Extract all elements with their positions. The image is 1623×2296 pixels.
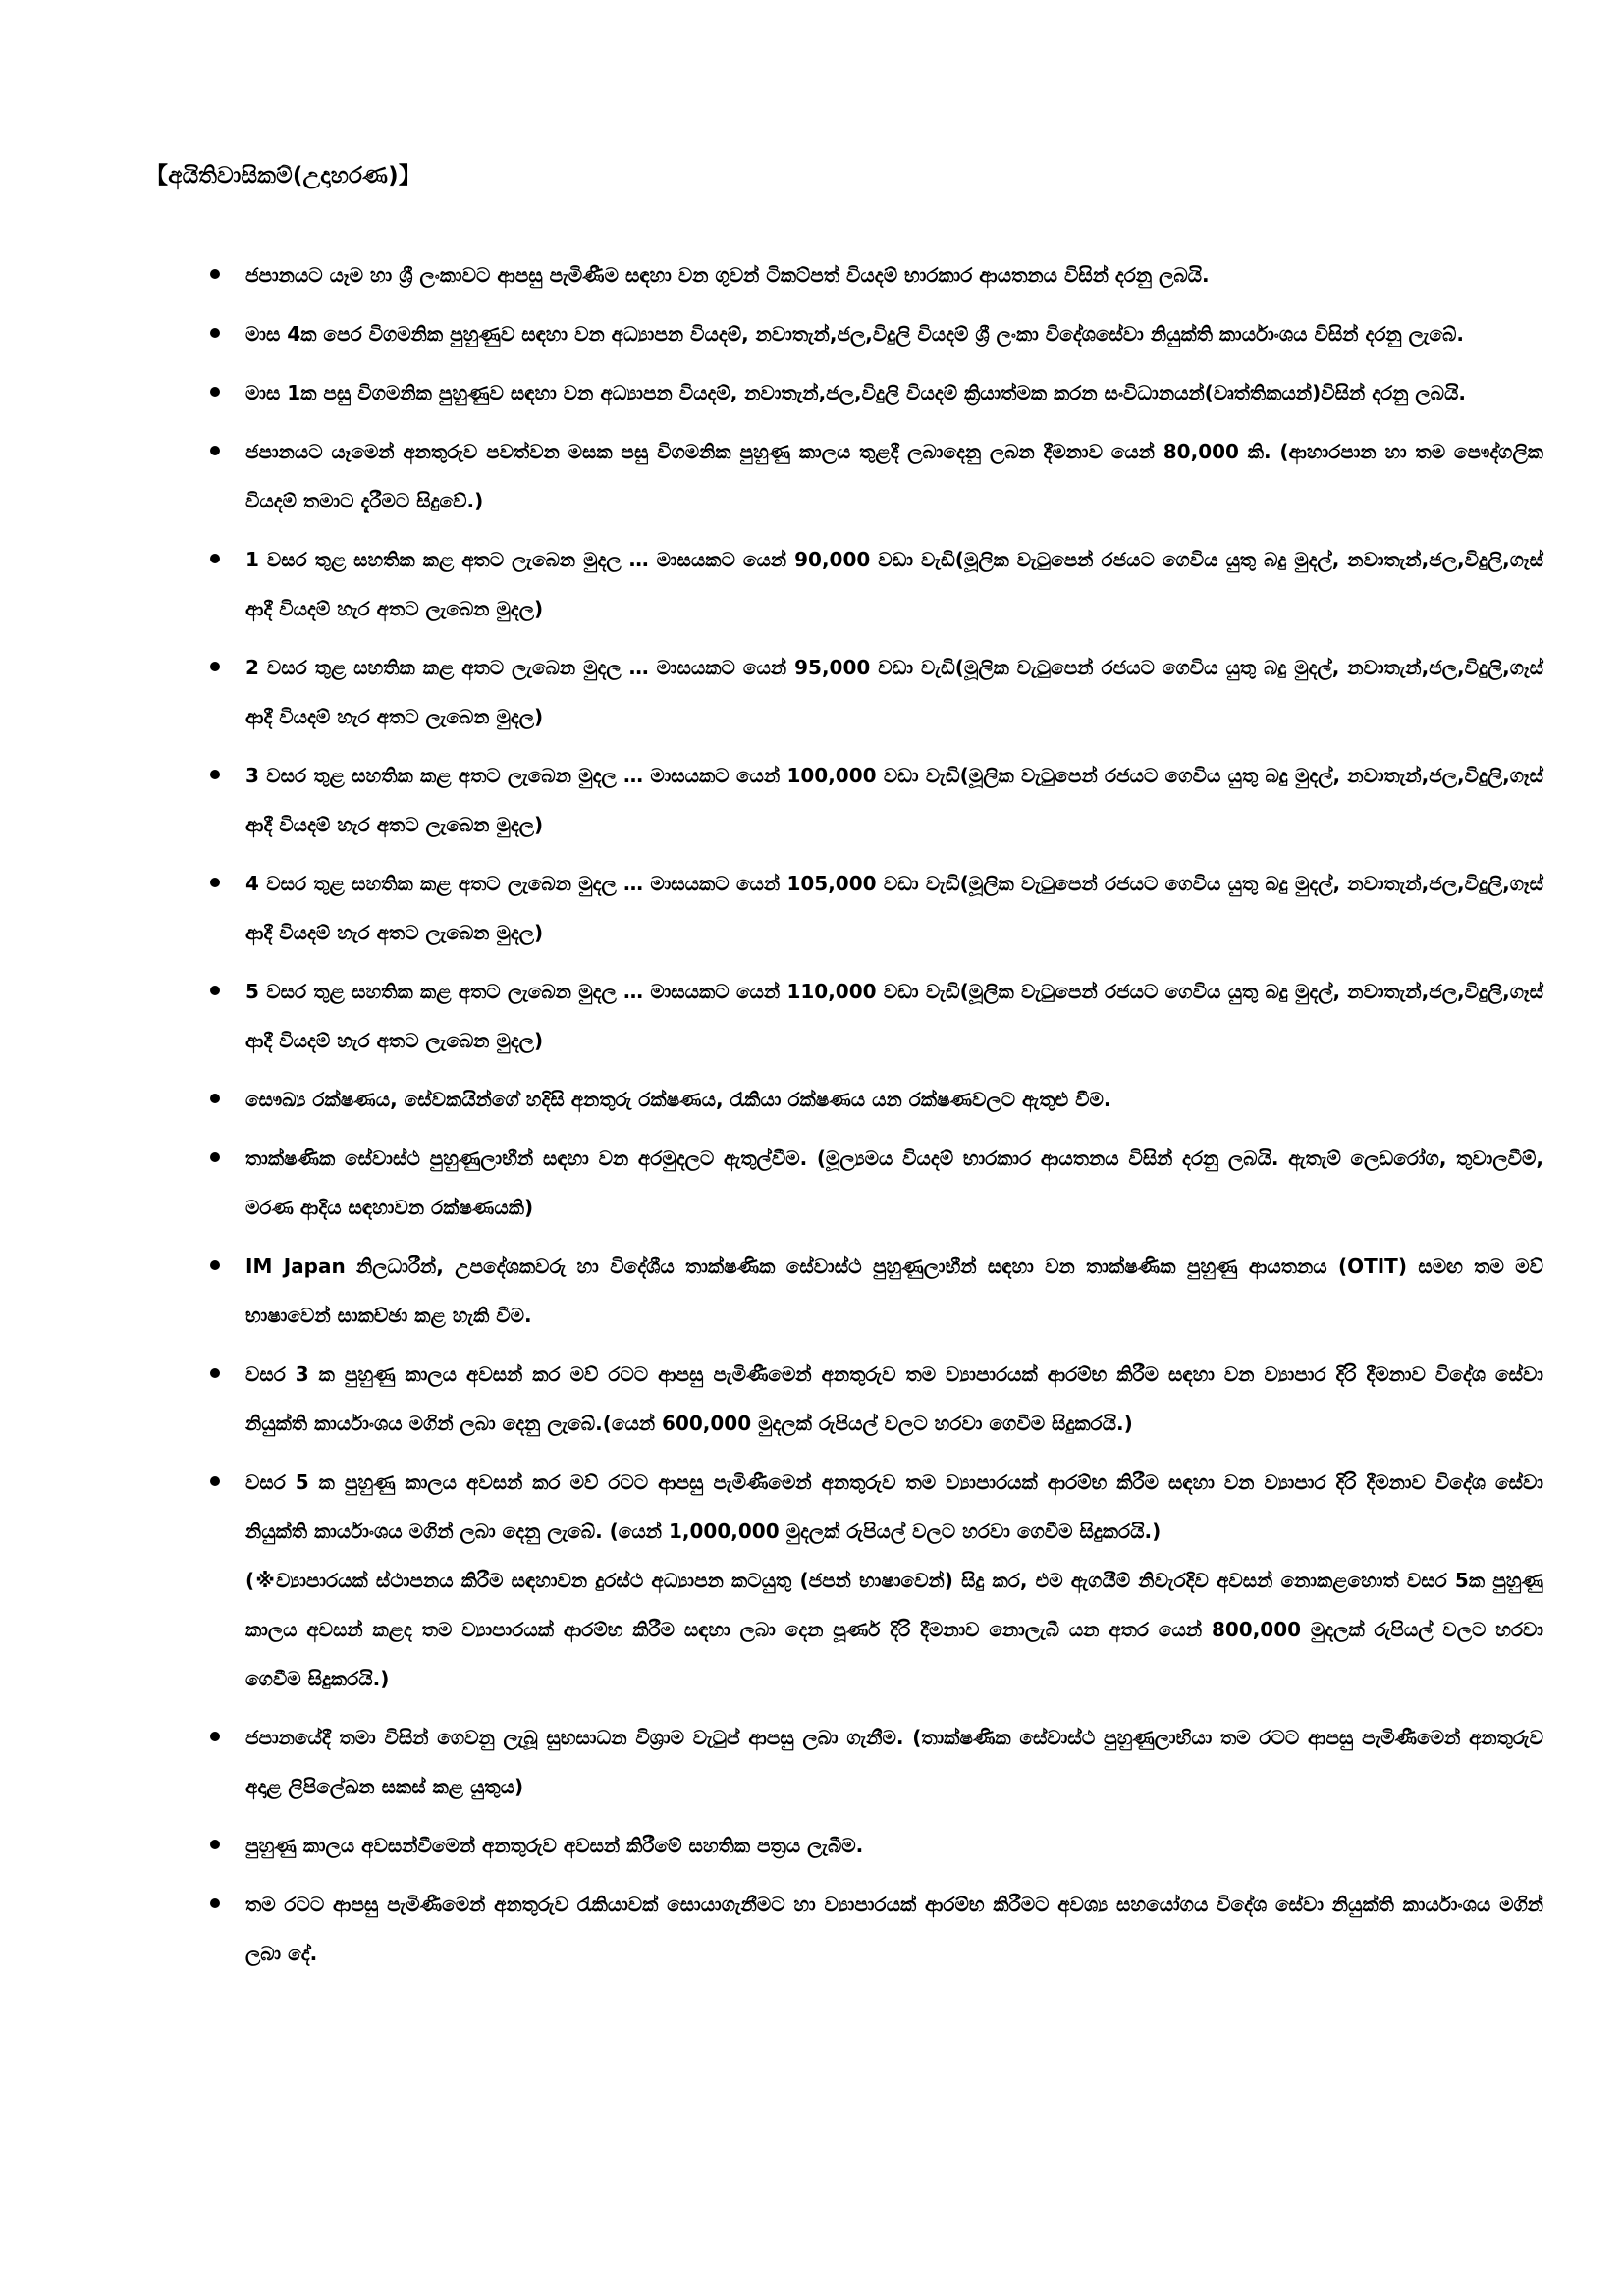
rights-list xyxy=(0,250,1623,1988)
list-item-main: වසර 5 ක පුහුණු කාලය අවසන් කර මව් රටට ආපසු පැමිණීමෙන් අනතුරුව තම ව්‍යාපාරයක් ආරම්භ කිරීම සඳහා වන ව්‍යාපාර දිරි දීමනාව විදේශ සේවා නියුක්ති කාර්යාංශය මගින් ලබා දෙනු ලැබේ. (යෙන් 1,000,000 මුදලක් රුපියල් වලට හරවා ගෙවීම සිදුකරයි.) xyxy=(245,1470,1543,1543)
list-item xyxy=(0,1458,1623,1703)
list-item-text: තාක්ෂණික සේවාස්ථ පුහුණුලාභීන් සඳහා වන අරමුදලට ඇතුල්වීම. (මූල්‍යමය වියදම් භාරකාර ආයතනය විසින් දරනු ලබයි. ඇතැම් ලෙඩරෝග, තුවාලවීම්, මරණ ආදිය සඳහාවන රක්ෂණයකි) xyxy=(245,1147,1543,1219)
list-item-text: ජපානයට යෑමෙන් අනතුරුව පවත්වන මසක පසු විගමනික පුහුණු කාලය තුළදී ලබාදෙනු ලබන දීමනාව යෙන් 80,000 කි. (ආහාරපාන හා තම පෞද්ගලික වියදම් තමාට දැරීමට සිදුවේ.) xyxy=(245,440,1543,512)
list-item xyxy=(0,967,1623,1065)
list-item-text: ජපානයට යෑම හා ශ්‍රී ලංකාවට ආපසු පැමිණීම සඳහා වන ගුවන් ටිකට්පත් වියදම් භාරකාර ආයතනය විසින් දරනු ලබයි. xyxy=(245,263,1210,287)
bullet-icon xyxy=(210,1368,220,1378)
list-item xyxy=(0,1821,1623,1870)
list-item xyxy=(0,535,1623,633)
list-item-text: මාස 4ක පෙර විගමනික පුහුණුව සඳහා වන අධ්‍යාපන වියදම්, නවාතැන්,ජල,විදුලි වියදම් ශ්‍රී ලංකා විදේශසේවා නියුක්ති කාර්යාංශය විසින් දරනු ලැබේ. xyxy=(245,322,1464,346)
list-item-text: තම රටට ආපසු පැමිණීමෙන් අනතුරුව රැකියාවක් සොයාගැනීමට හා ව්‍යාපාරයක් ආරම්භ කිරීමට අවශ්‍ය සහයෝගය විදේශ සේවා නියුක්ති කාර්යාංශය මගින් ලබා දේ. xyxy=(245,1893,1543,1965)
bullet-icon xyxy=(210,1476,220,1486)
list-item-text: 3 වසර තුළ සහතික කළ අතට ලැබෙන මුදල … මාසයකට යෙන් 100,000 වඩා වැඩි(මූලික වැටුපෙන් රජයට ගෙවිය යුතු බදු මුදල්, නවාතැන්,ජල,විදුලි,ගෑස් ආදී වියදම් හැර අතට ලැබෙන මුදල) xyxy=(245,764,1543,836)
list-item xyxy=(0,751,1623,849)
list-item-text: 2 වසර තුළ සහතික කළ අතට ලැබෙන මුදල … මාසයකට යෙන් 95,000 වඩා වැඩි(මූලික වැටුපෙන් රජයට ගෙවිය යුතු බදු මුදල්, නවාතැන්,ජල,විදුලි,ගෑස් ආදී වියදම් හැර අතට ලැබෙන මුදල) xyxy=(245,656,1543,728)
list-item xyxy=(0,1075,1623,1124)
bullet-icon xyxy=(210,662,220,671)
list-item xyxy=(0,643,1623,741)
bullet-icon xyxy=(210,986,220,995)
bullet-icon xyxy=(210,1094,220,1103)
list-item xyxy=(0,427,1623,525)
list-item-text: පුහුණු කාලය අවසන්වීමෙන් අනතුරුව අවසන් කිරීමේ සහතික පත්‍රය ලැබීම. xyxy=(245,1834,864,1857)
bullet-icon xyxy=(210,1840,220,1849)
bullet-icon xyxy=(210,387,220,397)
section-heading: 【අයිතිවාසිකම්(උදාහරණ)】 xyxy=(145,163,422,188)
bullet-icon xyxy=(210,328,220,338)
list-item xyxy=(0,1880,1623,1978)
list-item-text: 4 වසර තුළ සහතික කළ අතට ලැබෙන මුදල … මාසයකට යෙන් 105,000 වඩා වැඩි(මූලික වැටුපෙන් රජයට ගෙවිය යුතු බදු මුදල්, නවාතැන්,ජල,විදුලි,ගෑස් ආදී වියදම් හැර අතට ලැබෙන මුදල) xyxy=(245,872,1543,944)
list-item-note: (※ව්‍යාපාරයක් ස්ථාපනය කිරීම සඳහාවන දුරස්ථ අධ්‍යාපන කටයුතු (ජපන් භාෂාවෙන්) සිදු කර, එම ඇගයීම් නිවැරදිව අවසන් නොකළහොත් වසර 5ක පුහුණු කාලය අවසන් කළද තම ව්‍යාපාරයක් ආරම්භ කිරීම සඳහා ලබා දෙන පූර්ණ දිරි දීමනාව නොලැබී යන අතර යෙන් 800,000 මුදලක් රුපියල් වලට හරවා ගෙවීම සිදුකරයි.) xyxy=(245,1569,1543,1690)
bullet-icon xyxy=(210,269,220,279)
list-item xyxy=(0,1350,1623,1448)
bullet-icon xyxy=(210,446,220,455)
bullet-icon xyxy=(210,1898,220,1908)
list-item-text: මාස 1ක පසු විගමනික පුහුණුව සඳහා වන අධ්‍යාපන වියදම්, නවාතැන්,ජල,විදුලි වියදම් ක්‍රියාත්මක කරන සංවිධානයන්(වෘත්තිකයන්)විසින් දරනු ලබයි. xyxy=(245,381,1466,404)
list-item-text: වසර 3 ක පුහුණු කාලය අවසන් කර මව් රටට ආපසු පැමිණීමෙන් අනතුරුව තම ව්‍යාපාරයක් ආරම්භ කිරීම සඳහා වන ව්‍යාපාර දිරි දීමනාව විදේශ සේවා නියුක්ති කාර්යාංශය මගින් ලබා දෙනු ලැබේ.(යෙන් 600,000 මුදලක් රුපියල් වලට හරවා ගෙවීම සිදුකරයි.) xyxy=(245,1362,1543,1435)
list-item-text: 5 වසර තුළ සහතික කළ අතට ලැබෙන මුදල … මාසයකට යෙන් 110,000 වඩා වැඩි(මූලික වැටුපෙන් රජයට ගෙවිය යුතු බදු මුදල්, නවාතැන්,ජල,විදුලි,ගෑස් ආදී වියදම් හැර අතට ලැබෙන මුදල) xyxy=(245,980,1543,1052)
bullet-icon xyxy=(210,878,220,887)
list-item xyxy=(0,309,1623,358)
list-item xyxy=(0,368,1623,417)
list-item-text: සෞඛ්‍ය රක්ෂණය, සේවකයින්ගේ හදිසි අනතුරු රක්ෂණය, රැකියා රක්ෂණය යන රක්ෂණවලට ඇතුළු වීම. xyxy=(245,1088,1111,1111)
bullet-icon xyxy=(210,1732,220,1741)
list-item-text: IM Japan නිලධාරීන්, උපදේශකවරු හා විදේශීය තාක්ෂණික සේවාස්ථ පුහුණුලාභීන් සඳහා වන තාක්ෂණික පුහුණු ආයතනය (OTIT) සමඟ තම මව් භාෂාවෙන් සාකච්ඡා කළ හැකි වීම. xyxy=(245,1255,1543,1327)
list-item xyxy=(0,250,1623,299)
bullet-icon xyxy=(210,1260,220,1270)
list-item-text: ජපානයේදී තමා විසින් ගෙවනු ලැබූ සුභසාධන විශ්‍රාම වැටුප් ආපසු ලබා ගැනීම. (තාක්ෂණික සේවාස්ථ පුහුණුලාභියා තම රටට ආපසු පැමිණීමෙන් අනතුරුව අදාළ ලිපිලේඛන සකස් කළ යුතුය) xyxy=(245,1726,1543,1798)
list-item xyxy=(0,1134,1623,1232)
list-item-text xyxy=(245,1458,1543,1703)
list-item xyxy=(0,1242,1623,1340)
bullet-icon xyxy=(210,1152,220,1162)
list-item-text: 1 වසර තුළ සහතික කළ අතට ලැබෙන මුදල … මාසයකට යෙන් 90,000 වඩා වැඩි(මූලික වැටුපෙන් රජයට ගෙවිය යුතු බදු මුදල්, නවාතැන්,ජල,විදුලි,ගෑස් ආදී වියදම් හැර අතට ලැබෙන මුදල) xyxy=(245,548,1543,620)
bullet-icon xyxy=(210,770,220,779)
list-item xyxy=(0,859,1623,957)
list-item xyxy=(0,1713,1623,1811)
bullet-icon xyxy=(210,554,220,563)
